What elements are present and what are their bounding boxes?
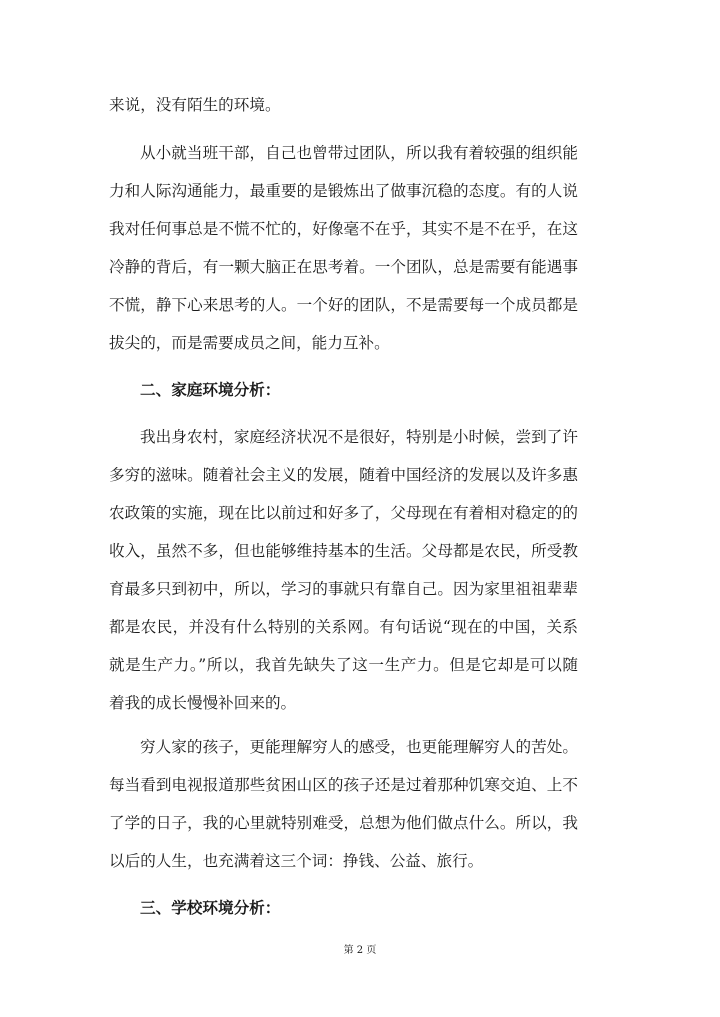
paragraph-line: 多穷的滋味。随着社会主义的发展，随着中国经济的发展以及许多惠 xyxy=(109,466,578,484)
paragraph-line: 不慌，静下心来思考的人。一个好的团队，不是需要每一个成员都是 xyxy=(109,296,578,314)
paragraph-line: 育最多只到初中，所以，学习的事就只有靠自己。因为家里祖祖辈辈 xyxy=(109,580,578,598)
paragraph-line: 从小就当班干部，自己也曾带过团队，所以我有着较强的组织能 xyxy=(140,144,578,162)
paragraph-line: 以后的人生，也充满着这三个词：挣钱、公益、旅行。 xyxy=(109,852,484,870)
paragraph-line: 来说，没有陌生的环境。 xyxy=(109,96,281,114)
paragraph-line: 我对任何事总是不慌不忙的，好像毫不在乎，其实不是不在乎，在这 xyxy=(109,220,578,238)
paragraph-line: 拔尖的，而是需要成员之间，能力互补。 xyxy=(109,334,390,352)
paragraph-line: 了学的日子，我的心里就特别难受，总想为他们做点什么。所以，我 xyxy=(109,814,578,832)
section-heading: 二、家庭环境分析： xyxy=(140,381,281,399)
paragraph-line: 就是生产力。”所以，我首先缺失了这一生产力。但是它却是可以随 xyxy=(109,656,578,674)
paragraph-line: 我出身农村，家庭经济状况不是很好，特别是小时候，尝到了许 xyxy=(140,428,578,446)
paragraph-line: 收入，虽然不多，但也能够维持基本的生活。父母都是农民，所受教 xyxy=(109,542,578,560)
paragraph-line: 着我的成长慢慢补回来的。 xyxy=(109,694,297,712)
paragraph-line: 力和人际沟通能力，最重要的是锻炼出了做事沉稳的态度。有的人说 xyxy=(109,182,578,200)
paragraph-line: 穷人家的孩子，更能理解穷人的感受，也更能理解穷人的苦处。 xyxy=(140,738,578,756)
paragraph-line: 农政策的实施，现在比以前过和好多了，父母现在有着相对稳定的的 xyxy=(109,504,578,522)
section-heading: 三、学校环境分析： xyxy=(140,899,281,917)
paragraph-line: 冷静的背后，有一颗大脑正在思考着。一个团队，总是需要有能遇事 xyxy=(109,258,578,276)
page-number: 第 2 页 xyxy=(343,945,377,956)
paragraph-line: 都是农民，并没有什么特别的关系网。有句话说“现在的中国，关系 xyxy=(109,618,578,636)
paragraph-line: 每当看到电视报道那些贫困山区的孩子还是过着那种饥寒交迫、上不 xyxy=(109,776,578,794)
